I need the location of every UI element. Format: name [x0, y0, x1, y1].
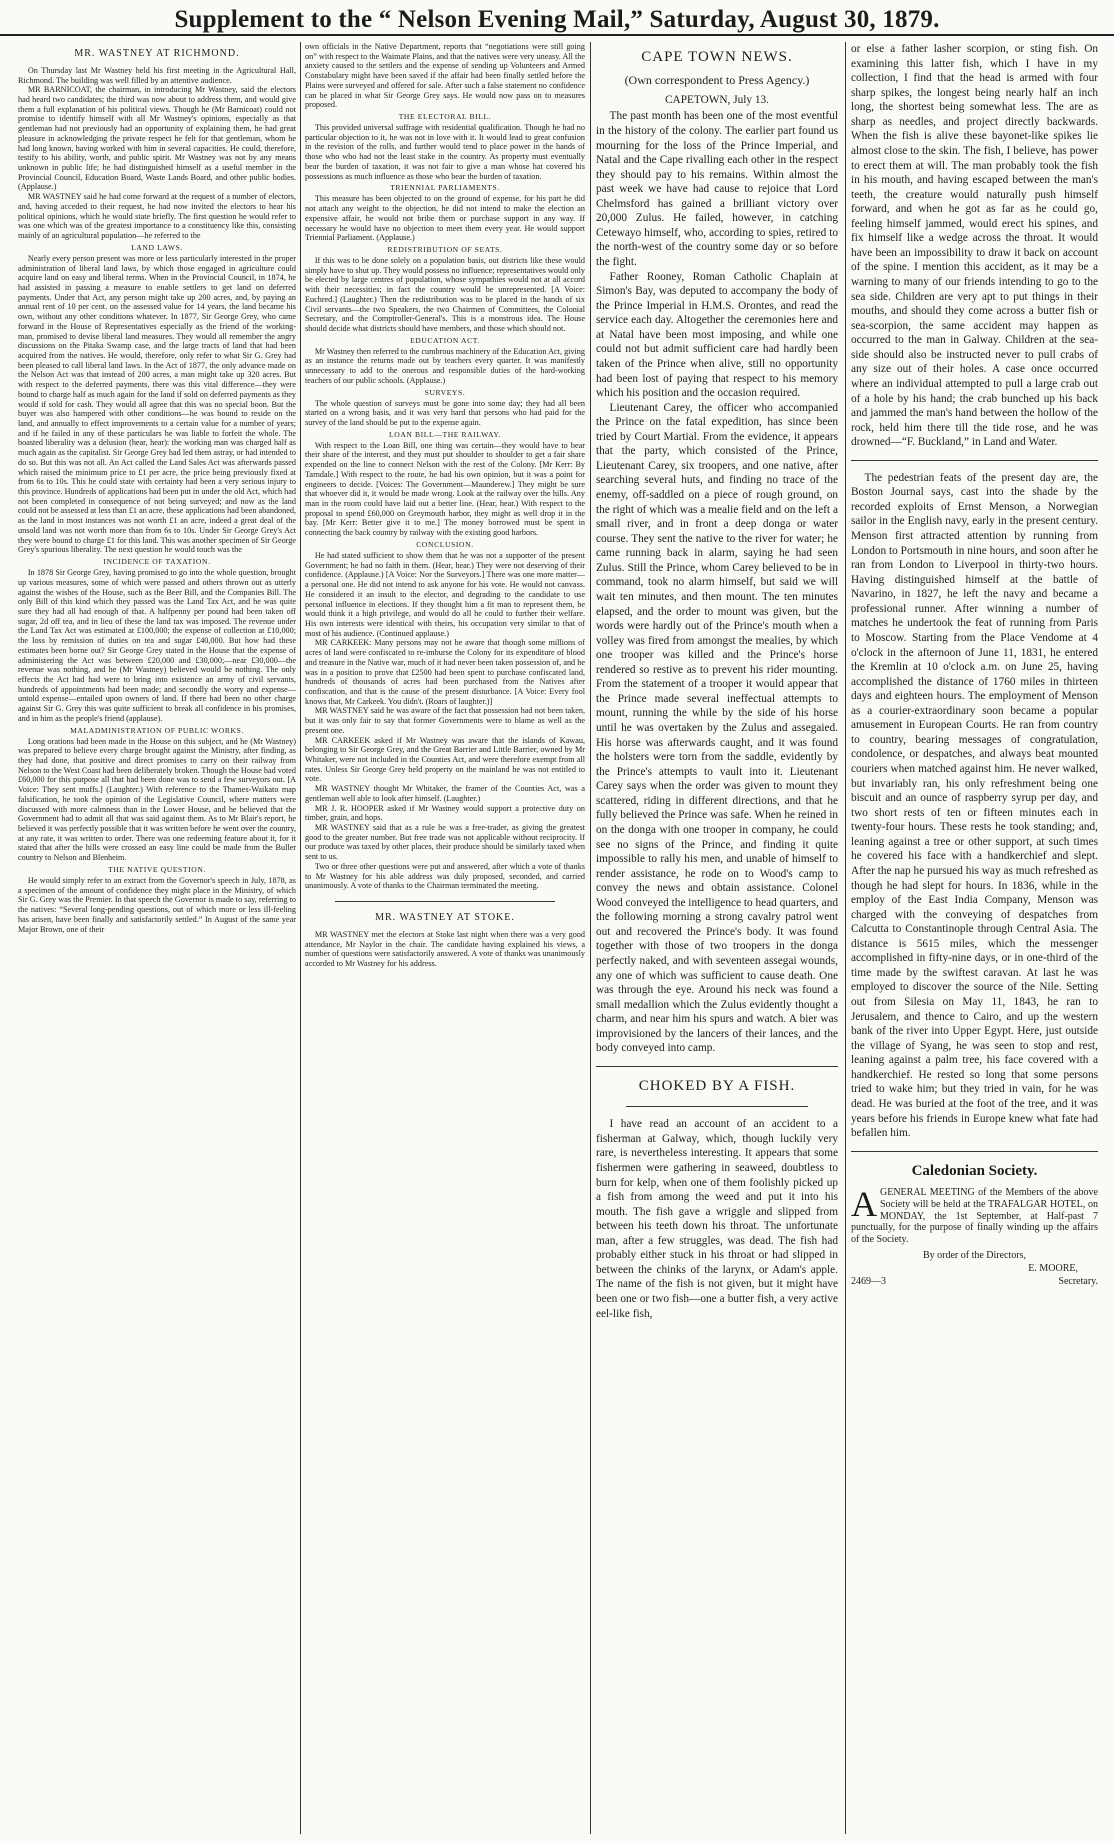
- paragraph: MR WASTNEY said he was aware of the fact that possession had not been taken, but it was only fair to say that former Governments were to blame as well as the present one.: [305, 706, 585, 735]
- section-heading: LOAN BILL—THE RAILWAY.: [389, 429, 501, 439]
- paragraph: Long orations had been made in the House on this subject, and he (Mr Wastney) was prepared to believe every charge brought against the Ministry, after finding, as they had done, that positive and direct promises to carry on their railway from Nelson to the West Coast had been deliberately broken. Though the House had voted £60,000 for this purpose all that had been done was to send a few surveyors out. [A Voice: They sent muffs.] (Laughter.) With reference to the Thames-Waikato map falsification, he took the opinion of the Legislative Council, where matters were discussed with more calmness than in the Lower House, and he believed that the Government had to admit all that was said against them. As to Mr Blair's report, he believed it was perfectly possible that it was written before he went over the country, at any rate, it was written to order. There was one redeeming feature about it, for it stated that after the hills were crossed an easy line could be made from the Buller country to Nelson and Blenheim.: [18, 736, 296, 863]
- paragraph: On Thursday last Mr Wastney held his first meeting in the Agricultural Hall, Richmond. The building was well filled by an attentive audience.: [18, 65, 296, 85]
- article-title: CHOKED BY A FISH.: [638, 1077, 796, 1094]
- notice-by: By order of the Directors,: [922, 1249, 1027, 1261]
- paragraph: Mr Wastney then referred to the cumbrous machinery of the Education Act, giving as an instance the returns made out by teachers every quarter. It was manifestly unnecessary to add to the onerous and responsible duties of the hard-working teachers of our public schools. (Applause.): [305, 346, 585, 385]
- notice-advertisement: [851, 1162, 1098, 1289]
- byline: (Own correspondent to Press Agency.): [624, 73, 810, 88]
- section-heading: REDISTRIBUTION OF SEATS.: [387, 244, 503, 254]
- paragraph: The whole question of surveys must be gone into some day; they had all been started on a wrong basis, and it was very hard that persons who had paid for the survey of the land should be put to the expense again.: [305, 398, 585, 427]
- section-heading: SURVEYS.: [424, 387, 466, 397]
- section-heading: CONCLUSION.: [416, 539, 474, 549]
- section-heading: THE NATIVE QUESTION.: [108, 864, 206, 874]
- article-title: MR. WASTNEY AT RICHMOND.: [74, 48, 240, 59]
- dateline: CAPETOWN, July 13.: [665, 93, 769, 106]
- notice-title: Caledonian Society.: [911, 1162, 1038, 1179]
- paragraph: If this was to be done solely on a population basis, out districts like these would simply have to shut up. They would possess no influence; representatives would only be elected by large centres of population, whose sympathies would not at all accord with their necessities; in fact the country would be unrepresented. [A Voice: Euchred.] (Laughter.) Then the redistribution was to be placed in the hands of six Civil servants—the two Speakers, the two Chairmen of Committees, the Colonial Secretary, and the Comptroller-General's. This is a monstrous idea. The House should decide what districts should have members, and those which should not.: [305, 255, 585, 333]
- masthead: Supplement to the “ Nelson Evening Mail,” Saturday, August 30, 1879.: [0, 6, 1114, 36]
- paragraph: MR WASTNEY said he had come forward at the request of a number of electors, and, having acceded to their request, he had now invited the electors to hear his political opinions, which he would state briefly. The first question he would refer to was one which was of the greatest importance to a constituency like this, consisting mainly of an agricultural population—he referred to the: [18, 192, 296, 241]
- section-heading: EDUCATION ACT.: [410, 335, 480, 345]
- paragraph: I have read an account of an accident to a fisherman at Galway, which, though luckily very rare, is nevertheless interesting. It appears that some fishermen were gathering in seaweed, doubtless to burn for kelp, when one of them foolishly picked up a fish from among the weed and put it into his mouth. The fish gave a wriggle and slipped from between his teeth down his throat. The unfortunate man, after a few struggles, was dead. The fish had probably either stuck in his throat or had slipped in between the chinks of the larynx, or Adam's apple. The name of the fish is not given, but it might have been one or two fish—one a butter fish, a very active eel-like fish,: [596, 1118, 838, 1320]
- column-rule: [845, 42, 846, 1834]
- paragraph: With respect to the Loan Bill, one thing was certain—they would have to bear their share of the interest, and they must put shoulder to shoulder to get a fair share expended on the line to connect Nelson with the rest of the Colony. [Mr Kerr: By Tarndale.] With respect to the route, he had his own opinion, but it was a point for engineers to decide. [Voices: The Government—Maunderew.] They might be sure that whoever did it, it would be made wrong. Look at the railway over the hills. Any man in the room could have laid out a better line. (Hear, hear.) With respect to the proposal to spend £60,000 on Greymouth harbor, they might as well drop it in the bay. [Mr Kerr: Better give it to me.] The money borrowed must be spent in connecting the back country by railway with the existing good harbors.: [305, 440, 585, 538]
- paragraph: own officials in the Native Department, reports that “negotiations were still going on” with respect to the Waimate Plains, and that the natives were very uneasy. All the anxiety caused to the settlers and the expense of sending up Volunteers and Armed Constabulary might have been saved if the affair had been finally settled before the Plains were surveyed and offered for sale. After such a false statement no confidence can be placed in what Sir George Grey says. He would now pass on to measures proposed.: [305, 42, 585, 110]
- notice-role: Secretary.: [1058, 1275, 1098, 1287]
- notice-footer: [851, 1276, 1098, 1289]
- paragraph: He would simply refer to an extract from the Governor's speech in July, 1878, as a specimen of the amount of confidence they might place in the Ministry, of which Sir G. Grey was the Premier. In that speech the Governor is made to say, referring to the natives: “Several long-pending questions, out of which more or less ill-feeling has arisen, have been finally and satisfactorily settled.” In August of the same year Major Brown, one of their: [18, 875, 296, 934]
- section-heading: MALADMINISTRATION OF PUBLIC WORKS.: [70, 725, 244, 735]
- paragraph: MR BARNICOAT, the chairman, in introducing Mr Wastney, said the electors had heard two candidates; the third was now about to address them, and would give them a full explanation of his political views. Though he (Mr Barnicoat) could not promise to identify himself with all Mr Wastney's opinions, especially as that gentleman had not previously had an opportunity of explaining them, he had great pleasure in acknowledging the private respect he felt for that gentleman, whom he had long known, having worked with him in several capacities. He could, therefore, testify to his ability, worth, and public spirit. Mr Wastney was not by any means unknown in public life; he had distinguished himself as a useful member in the Provincial Council, Education Board, Waste Lands Board, and other public bodies. (Applause.): [18, 85, 296, 192]
- paragraph: Father Rooney, Roman Catholic Chaplain at Simon's Bay, was deputed to accompany the body of the Prince Imperial in H.M.S. Orontes, and read the service each day. Altogether the ceremonies here and at Natal have been most imposing, and while one could not but admit sufficient care had hardly been taken of the Prince when alive, still no opportunity had been lost of paying that respect to his memory which his position and the occasion required.: [596, 270, 838, 400]
- paragraph: MR CARKEEK: Many persons may not be aware that though some millions of acres of land were confiscated to re-imburse the Colony for its expenditure of blood and treasure in the Native war, much of it had never been taken possession of, and he was in a position to prove that £2500 had been spent to purchase confiscated land, hundreds of thousands of acres had been purchased from the Natives after confiscation, and that is the cause of the present disturbance. [A Voice: Every fool knows that, Mr Carkeek. You didn't. (Roars of laughter.)]: [305, 638, 585, 706]
- column-4: [851, 42, 1098, 1834]
- paragraph: Lieutenant Carey, the officer who accompanied the Prince on the fatal expedition, has since been tried by Court Martial. From the evidence, it appears that the party, which consisted of the Prince, Lieutenant Carey, six troopers, and one native, after searching several huts, and finding no trace of the enemy, off-saddled on a piece of rough ground, on the right of which was a mealie field and on the left a small river, and in front a deep donga or water course. They sent the native to the river for water; he came running back in alarm, saying he had seen Zulus. Still the Prince, whom Carey believed to be in command, took no alarm himself, but said we will wait ten minutes, and then mount. The ten minutes elapsed, and the order to mount was given, but the words were hardly out of the Prince's mouth when a volley was fired from amongst the mealies, by which one trooper was killed and the Prince's horse rendered so restive as to prevent his rider mounting. From the statement of a trooper it would appear that the Prince made several ineffectual attempts to mount, running the while by the side of his horse until he was overtaken by the Zulus and assegaied. His horse was afterwards caught, and it was found the holsters were torn from the saddle, evidently by the Prince's attempts to vault into it. Lieutenant Carey says when the order was given to mount they scattered, riding in different directions, and that he fully believed the Prince was safe. When he reined in on the donga with one trooper in company, he could see no signs of the Prince, and finding it quite impossible to rally his men, and unable of himself to render assistance, he rode on to Wood's camp to convey the news and obtain assistance. Colonel Wood conveyed the intelligence to head quarters, and the following morning a strong cavalry patrol went out and recovered the Prince's body. It was found together with those of two troopers in the donga perfectly naked, and with seventeen assegai wounds, any one of which was sufficient to cause death. One was through the eye. Around his neck was found a small medallion which the Zulus evidently thought a charm, and near him his spurs and watch. A bier was improvisioned by the lancers of their lances, and the body conveyed into camp.: [596, 401, 838, 1055]
- column-rule: [590, 42, 591, 1834]
- paragraph: The pedestrian feats of the present day are, the Boston Journal says, cast into the shade by the recorded exploits of Ernst Menson, a Norwegian sailor in the English navy, early in the present century. Menson first attracted attention by running from London to Portsmouth in nine hours, and soon after he ran from London to Liverpool in thirty-two hours. Having distinguished himself at the battle of Navarino, in 1827, he left the navy and became a professional runner. After winning a number of matches he undertook the feat of running from Paris to Moscow. Starting from the Place Vendome at 4 o'clock in the afternoon of June 11, 1831, he entered the Kremlin at 10 o'clock a.m. on June 25, having accomplished the distance of 1760 miles in thirteen days and eighteen hours. The employment of Menson as a courier-extraordinary soon became a popular amusement in European Courts. He ran from country to country, bearing messages of congratulation, condolence, or despatches, and always beat mounted couriers when matched against him. He never walked, but invariably ran, his only refreshment being one biscuit and an ounce of raspberry syrup per day, and two short rests of ten or fifteen minutes each in twenty-four hours. These rests he took standing; and, leaning against a tree or other support, at such times he covered his face with a handkerchief and slept. After the nap he pursued his way as much refreshed as though he had slept for hours. In 1836, while in the employ of the East India Company, Menson was charged with the conveying of despatches from Calcutta to Constantinople through Central Asia. The distance is 5615 miles, which the messenger accomplished in fifty-nine days, or in one-third of the time made by the swiftest caravan. At last he was employed to discover the source of the Nile. Setting out from Silesia on May 11, 1843, he ran to Jerusalem, and thence to Cairo, and up the western bank of the river into Upper Egypt. Here, just outside the village of Syang, he was seen to stop and rest, leaning against a palm tree, his face covered with a handkerchief. He rested so long that some persons tried to wake him; but they tried in vain, for he was dead. He was buried at the foot of the tree, and it was years before his friends in Europe knew what fate had befallen him.: [851, 471, 1098, 1140]
- section-heading: TRIENNIAL PARLIAMENTS.: [390, 183, 500, 193]
- notice-body: [851, 1183, 1098, 1246]
- paragraph: or else a father lasher scorpion, or sting fish. On examining this latter fish, which I have in my collection, I find that the head is armed with four sharp spikes, the longest being nearly half an inch long, the shortest being somewhat less. The are as sharp as needles, and project directly backwards. When the fish is alive these bayonet-like spikes lie almost close to the skin. The fish, I believe, has power to erect them at will. The man probably took the fish in his mouth, and having escaped between the man's teeth, the creature would naturally push himself forward, and when he got as far as he could go, feeling himself jammed, would erect his spines, and fix himself like a wedge across the throat. It would have been an impossibility to draw it back on account of the spine. I mention this accident, as it may be a warning to many of our friends intending to go to the sea side. Children are very apt to put things in their mouths, and should they come across a butter fish or sea-scorpion, the same accident may happen as occurred to the man in Galway. Children at the sea-side should also be instructed never to pull crabs of any size out of their holes. A case once occurred where an individual attempted to pull a large crab out of a hole by his hand; the crab bunched up his back and jammed the man's hand between the hollow of the rock, held him there till the tide rose, and he was drowned—“F. Buckland,” in Land and Water.: [851, 43, 1098, 449]
- notice-text: GENERAL MEETING of the Members of the above Society will be held at the TRAFALGAR HOTEL, on MONDAY, the 1st September, at Half-past 7 punctually, for the purpose of finally winding up the affairs of the Society.: [851, 1186, 1098, 1246]
- paragraph: He had stated sufficient to show them that he was not a supporter of the present Government; he had no faith in them. (Hear, hear.) They were not deserving of their confidence. (Applause.) [A Voice: Nor the Surveyors.] There was one more matter—a personal one. He did not intend to ask anyone for his vote. He would not canvass. He considered it an insult to the elector, and degrading to the candidate to use personal influence in elections. If they thought him a fit man to represent them, he would think it a high privilege, and would do all he could to further their welfare. His own interests were identical with theirs, his occupation very similar to that of most of his audience. (Continued applause.): [305, 550, 585, 638]
- column-1: [18, 42, 296, 1834]
- paragraph: This measure has been objected to on the ground of expense, for his part he did not attach any weight to the objection, he did not intend to make the election an expensive affair, he would not bribe them or purchase support in any way. If necessary he would have no objection to meet them every year. He would support Triennial Parliament. (Applause.): [305, 194, 585, 243]
- notice-name: E. MOORE,: [1028, 1262, 1078, 1274]
- divider: [596, 1066, 838, 1067]
- column-2: [305, 42, 585, 1834]
- column-rule: [300, 42, 301, 1834]
- divider: [851, 460, 1098, 461]
- paragraph: This provided universal suffrage with residential qualification. Though he had no particular objection to it, he was not in love with it. It would lead to great confusion in the revision of the rolls, and further would tend to place power in the hands of those who who had not the least stake in the country. As property must eventually bear the burden of taxation, it was not fair to give a man whose hat covered his possessions as much influence as those who bear the burden of taxation.: [305, 123, 585, 181]
- article-title: CAPE TOWN NEWS.: [641, 49, 793, 65]
- article-title: MR. WASTNEY AT STOKE.: [375, 912, 515, 924]
- paragraph: MR J. R. HOOPER asked if Mr Wastney would support a protective duty on timber, grain, and hops.: [305, 803, 585, 823]
- paragraph: MR WASTNEY thought Mr Whitaker, the framer of the Counties Act, was a gentleman well able to look after himself. (Laughter.): [305, 784, 585, 803]
- paragraph: MR CARKEEK asked if Mr Wastney was aware that the islands of Kawau, belonging to Sir George Grey, and the Great Barrier and Little Barrier, owned by Mr Whitaker, were not included in the Counties Act, and were therefore exempt from all rates. Unless Sir George Grey held property on the mainland he was not entitled to vote.: [305, 735, 585, 784]
- paragraph: Nearly every person present was more or less particularly interested in the proper administration of liberal land laws, by which those engaged in agriculture could acquire land on easy and liberal terms. When in the Provincial Council, in 1874, he had assisted in passing a measure to enable settlers to get land on deferred payments. Under that Act, any person might take up 200 acres, and, by paying an annual rent of 10 per cent. on the assessed value for 14 years, the land became his own, without any other conditions whatever. In 1877, Sir George Grey, who came forward in the House of Representatives especially as the friend of the working-man, promised to devise liberal land measures. They would all remember the angry discussions on the Pitaka Swamp case, and the large tracts of land that had been acquired from the natives. He would, therefore, only refer to what Sir G. Grey had been pleased to call liberal land laws. In the Act of 1877, the only advance made on the Nelson Act was that instead of 200 acres, a man might take up 320 acres. But with respect to the deferred payments, there was this vital difference—they were bound to charge half as much again for the land if sold on deferred payments as they would if sold for cash. They would all agree that this was no special boon. But the buyer was also hampered with other conditions—he was bound to reside on the land, and annually to effect improvements to a certain value for a number of years; and if he failed in any of these particulars he was liable to forfeit the whole. The boasted liberality was a delusion (hear, hear): the working man was charged half as much again as the capitalist. Sir George Grey had led them astray, or had intended to do so. But this was not all. An Act called the Land Sales Act was afterwards passed which raised the minimum price to £1 per acre, the price being previously fixed at from 6s to 10s. This he could state with certainty had been a very serious injury to this province. Hundreds of applications had been put in under the old Act, which had not been completed in consequence of not being surveyed; and now as the land could not be assessed at less than £1 an acre, these applications had been abandoned, as the land in most instances was not worth £1 an acre, indeed a great deal of the unsold land was not worth more than from 6s to 10s. Under Sir George Grey's Act they were bound to charge £1 for this land. This was another specimen of Sir George Grey's spurious liberality. The next question he would touch was the: [18, 253, 296, 555]
- paragraph: MR WASTNEY said that as a rule he was a free-trader, as giving the greatest good to the greater number. But free trade was not applicable without reciprocity. If our produce was taxed by other places, their produce should be similarly taxed when sent to us.: [305, 823, 585, 862]
- paragraph: MR WASTNEY met the electors at Stoke last night when there was a very good attendance, Mr Naylor in the chair. The candidate having explained his views, a number of questions were satisfactorily answered. A vote of thanks was unanimously accorded to Mr Wastney for his address.: [305, 929, 585, 969]
- paragraph: In 1878 Sir George Grey, having promised to go into the whole question, brought up various measures, some of which were passed and others thrown out as utterly against the wishes of the House, such as the Beer Bill, and the Companies Bill. The only Bill of this kind which they passed was the Land Tax Act, and he was quite sure they had all had enough of that. A halfpenny per pound had been taken off sugar, 2d off tea, and in lieu of these the land tax was imposed. The revenue under the Land Tax Act was estimated at £100,000; the expense of collection at £10,000; the loss by remission of duties on tea and sugar £40,000. But how had these estimates been borne out? Sir George Grey stated in the House that the expense of administering the Act was between £20,000 and £30,000;—near £30,000—the revenue was nothing, and he (Mr Wastney) believed would be nothing. The only effects the Act had had were to bring into existence an army of civil servants, hundreds of appointments had been made; and secondly the worry and expense—untold expense—entailed upon owners of land. If there had been no other charge against Sir G. Grey this was quite sufficient to break all confidence in his promises, and in him as the people's friend (applause).: [18, 568, 296, 723]
- paragraph: The past month has been one of the most eventful in the history of the colony. The earlier part found us mourning for the loss of the Prince Imperial, and Natal and the Cape rivalling each other in the respect they should pay to his remains. Within almost the past week we have had cause to rejoice that Lord Chelmsford has gained a brilliant victory over 20,000 Zulus. He failed, however, in catching Cetewayo himself, who, according to spies, retired to the north-west of the country some day or so before the fight.: [596, 110, 838, 268]
- divider: [335, 901, 555, 902]
- section-heading: THE ELECTORAL BILL.: [398, 112, 492, 122]
- drop-cap: A: [851, 1183, 877, 1224]
- section-heading: INCIDENCE OF TAXATION.: [103, 557, 211, 567]
- paragraph: Two or three other questions were put and answered, after which a vote of thanks to Mr Wastney for his able address was duly proposed, seconded, and carried unanimously. A vote of thanks to the Chairman terminated the meeting.: [305, 861, 585, 891]
- section-heading: LAND LAWS.: [131, 242, 183, 252]
- divider: [851, 1151, 1098, 1152]
- column-3: [596, 42, 838, 1834]
- divider: [626, 1106, 808, 1107]
- notice-ref: 2469—3: [851, 1275, 886, 1287]
